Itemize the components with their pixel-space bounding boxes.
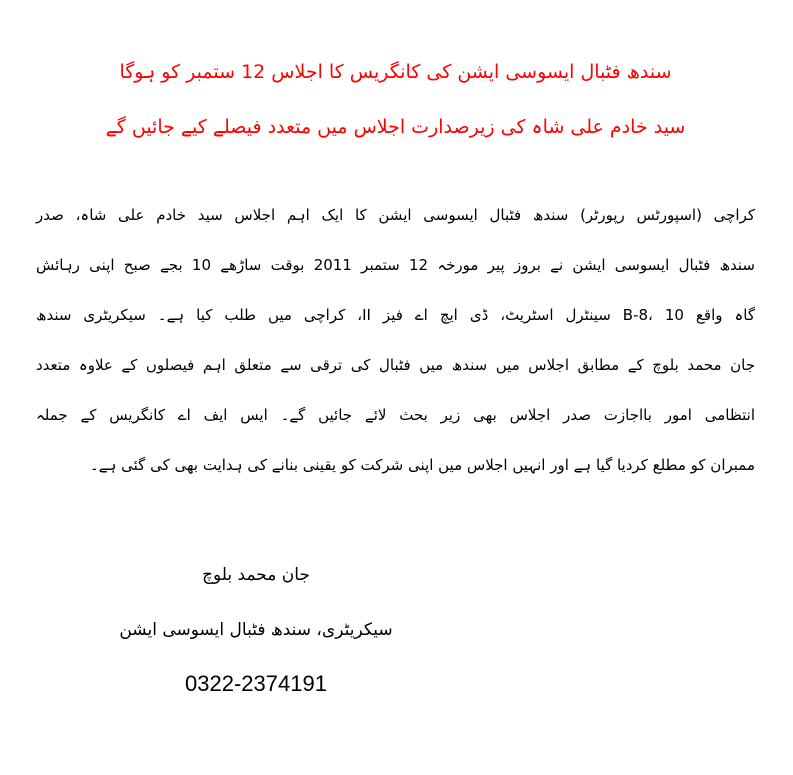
body-line: سندھ فٹبال ایسوسی ایشن نے بروز پیر مورخہ 12 ستمبر 2011 بوقت ساڑھے 10 بجے صبح اپنی رہائش [36,256,756,274]
headline-line-2: سید خادم علی شاہ کی زیرصدارت اجلاس میں متعدد فیصلے کیے جائیں گے [105,116,686,138]
body-line: گاہ واقع B-8، 10 سینٹرل اسٹریٹ، ڈی ایچ اے فیز II، کراچی میں طلب کیا ہے۔ سیکریٹری سندھ [36,306,755,324]
body-line: انتظامی امور بااجازت صدر اجلاس بھی زیر بحث لائے جائیں گے۔ ایس ایف اے کانگریس کے جملہ [36,406,755,424]
body-line: جان محمد بلوچ کے مطابق اجلاس میں سندھ میں فٹبال کی ترقی سے متعلق اہم فیصلوں کے علاوہ متعدد [36,356,755,374]
signature-phone: 0322-2374191 [185,671,327,696]
signature-title: سیکریٹری، سندھ فٹبال ایسوسی ایشن [119,620,393,640]
signature-name: جان محمد بلوچ [202,565,310,585]
body-line: کراچی (اسپورٹس رپورٹر) سندھ فٹبال ایسوسی ایشن کا ایک اہم اجلاس سید خادم علی شاہ، صدر [36,206,755,224]
body-line: ممبران کو مطلع کردیا گیا ہے اور انہیں اجلاس میں اپنی شرکت کو یقینی بنانے کی ہدایت بھی کی گئی ہے۔ [90,456,755,474]
signature-block [106,561,406,697]
news-body [36,203,755,503]
headline-line-1: سندھ فٹبال ایسوسی ایشن کی کانگریس کا اجلاس 12 ستمبر کو ہوگا [119,61,672,83]
